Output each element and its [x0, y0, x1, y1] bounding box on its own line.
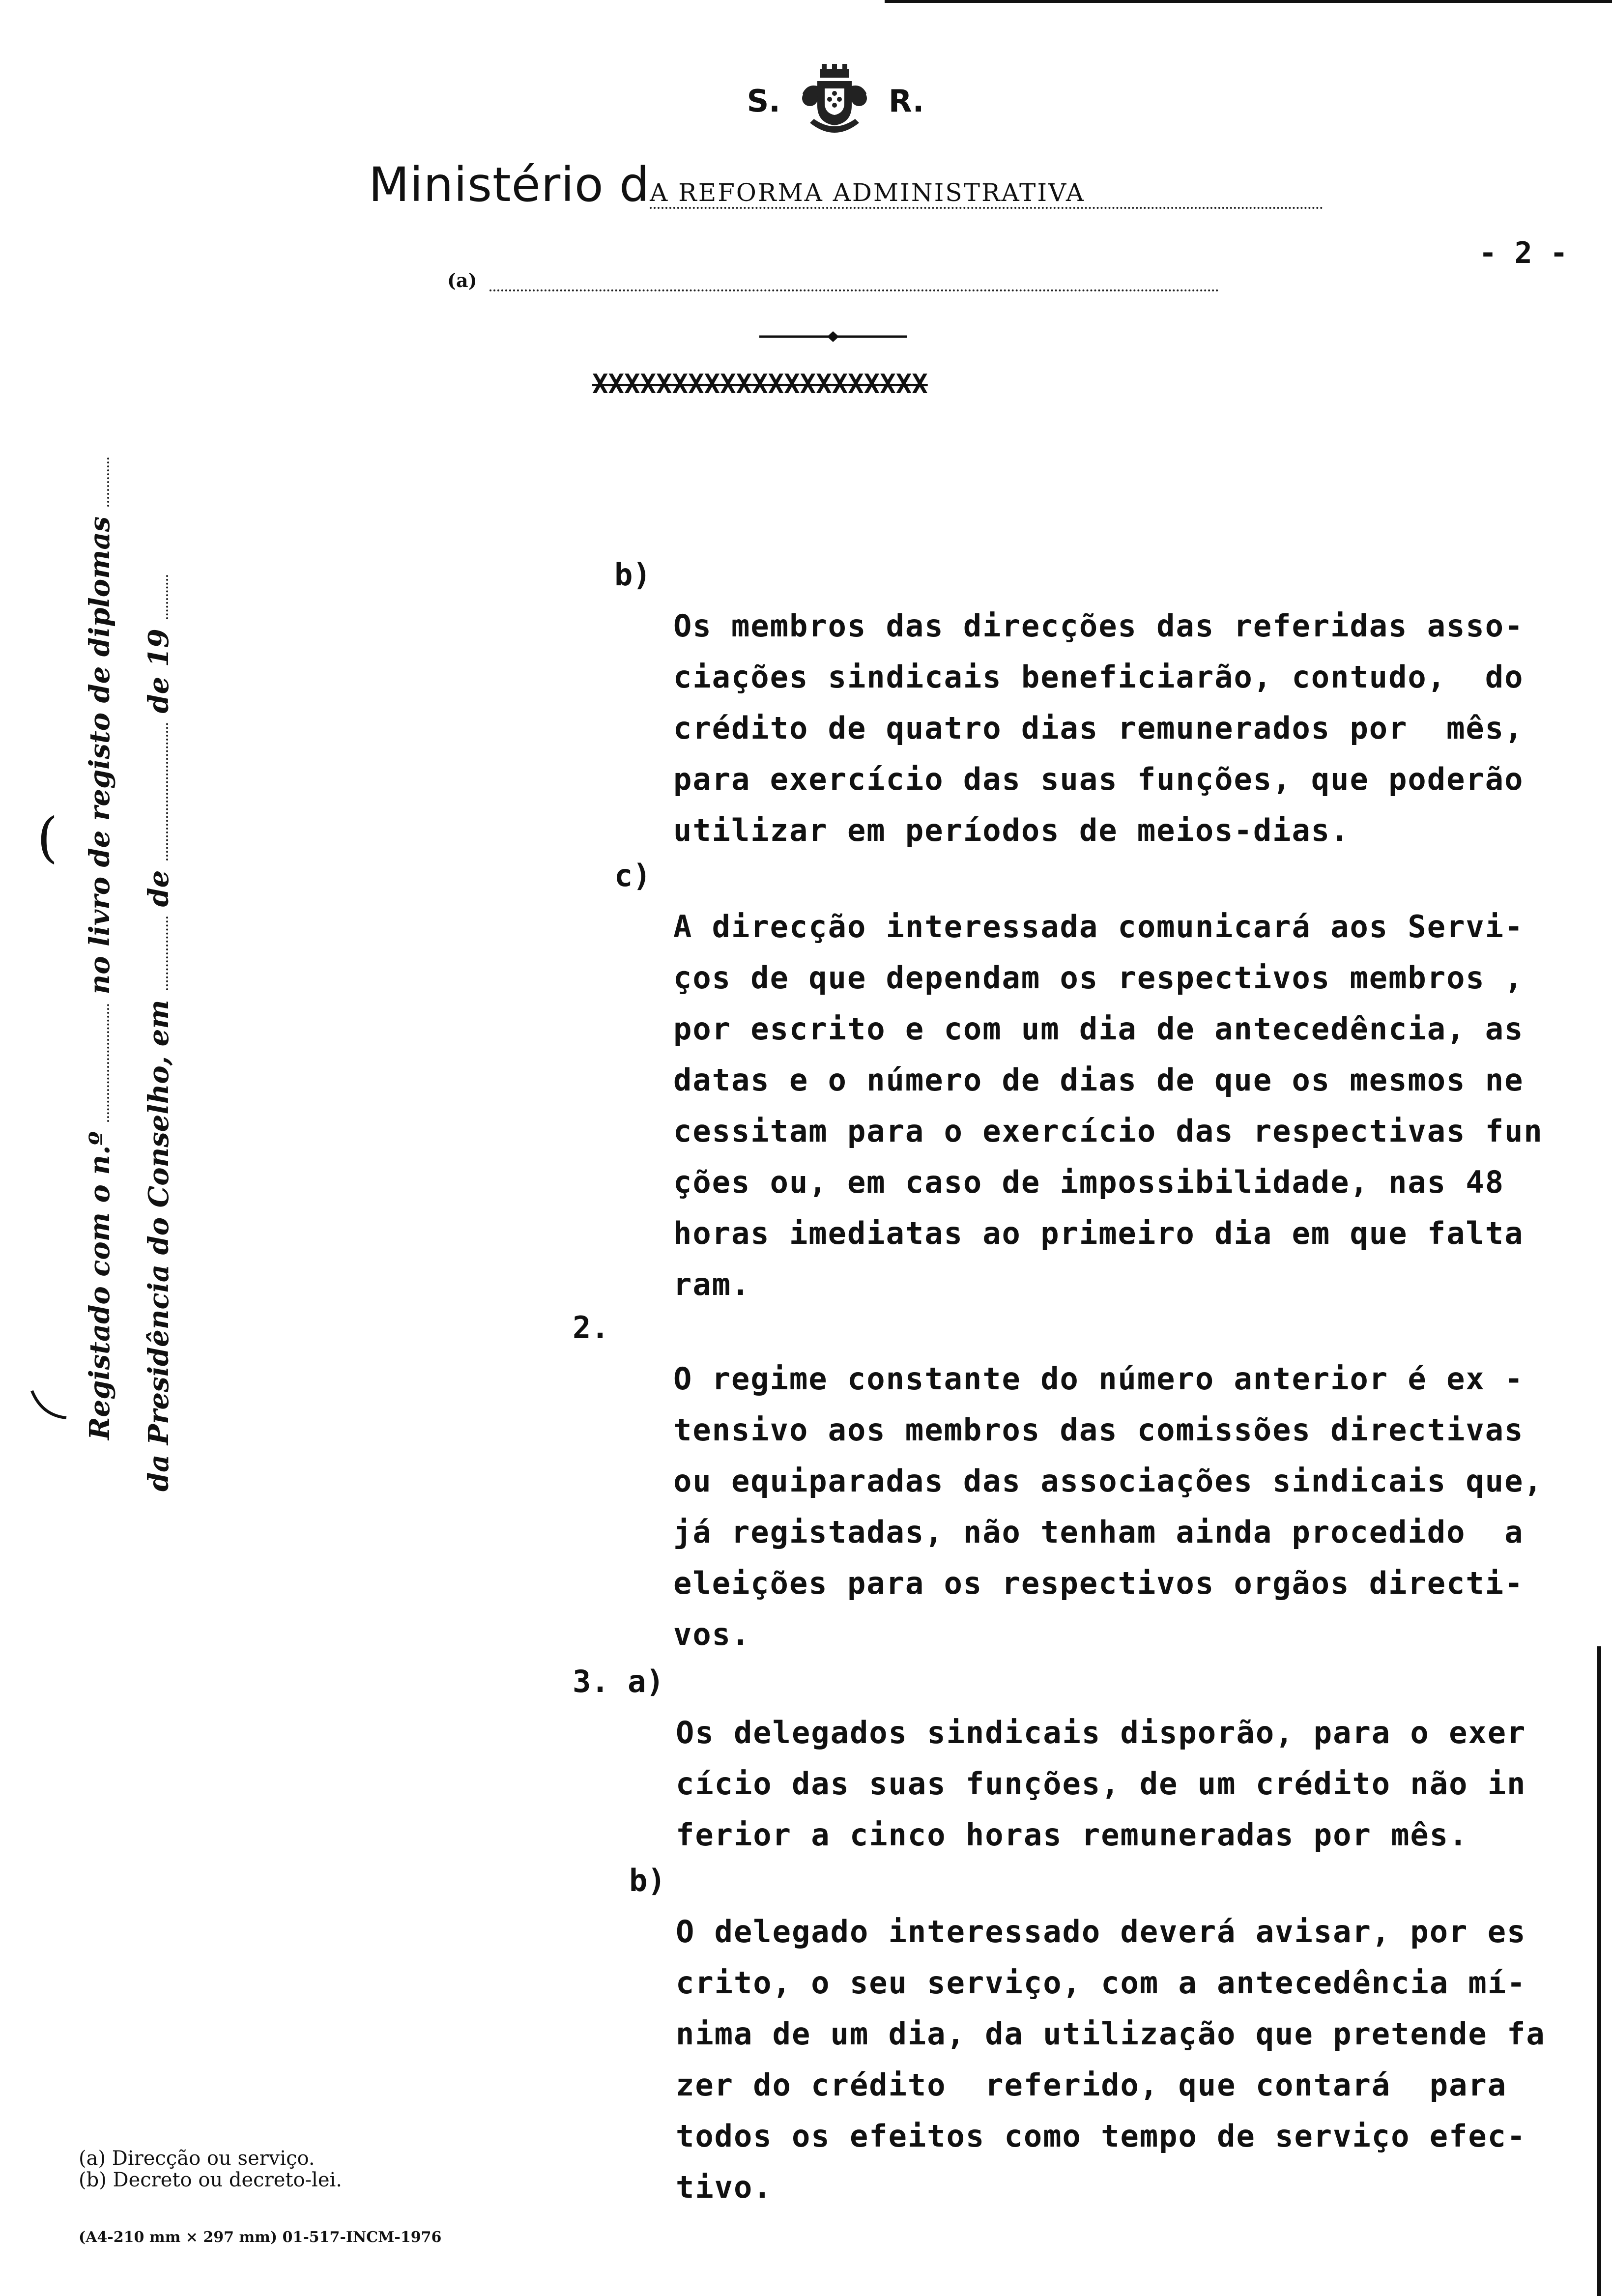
diamond-divider-icon [759, 329, 907, 344]
emblem-left-letter: S. [747, 83, 780, 119]
text-line: datas e o número de dias de que os mesmos ne [673, 1062, 1524, 1098]
item-3b-text [676, 1855, 1546, 2264]
right-page-edge [1597, 1646, 1601, 2296]
registration-book-label: no livro de registo de diplomas [84, 516, 116, 995]
text-line: já registadas, não tenham ainda procedido a [673, 1514, 1524, 1550]
footnote-a: (a) Direcção ou serviço. [79, 2147, 315, 2170]
text-line: para exercício das suas funções, que poderão [673, 761, 1524, 797]
form-code: (A4-210 mm × 297 mm) 01-517-INCM-1976 [79, 2229, 442, 2246]
text-line: todos os efeitos como tempo de serviço efec- [676, 2118, 1526, 2154]
top-border-line [885, 0, 1612, 3]
registration-year-label: de 19 [143, 629, 175, 714]
item-3a-label: 3. a) [573, 1664, 664, 1699]
text-line: O regime constante do número anterior é ex - [673, 1361, 1524, 1397]
decree-struck-text: XXXXXXXXXXXXXXXXXXXXX [592, 369, 928, 400]
item-1c-label: c) [614, 858, 651, 893]
text-line: por escrito e com um dia de antecedência, as [673, 1011, 1524, 1047]
text-line: utilizar em períodos de meios-dias. [673, 812, 1350, 848]
state-emblem-row [708, 54, 963, 147]
directorate-field-line [489, 275, 1219, 291]
ministry-prefix: Ministério d [369, 157, 650, 212]
text-line: ou equiparadas das associações sindicais que, [673, 1463, 1543, 1499]
text-line: eleições para os respectivos orgãos directi- [673, 1565, 1524, 1601]
item-2-label: 2. [573, 1310, 609, 1346]
registration-month-field [146, 723, 168, 861]
item-1b-label: b) [614, 557, 651, 593]
text-line: A direcção interessada comunicará aos Servi- [673, 909, 1524, 945]
text-line: cício das suas funções, de um crédito não in [676, 1766, 1526, 1802]
text-line: Os membros das direcções das referidas asso- [673, 608, 1524, 644]
emblem-right-letter: R. [888, 83, 924, 119]
item-3b-label: b) [629, 1863, 666, 1898]
text-line: ções ou, em caso de impossibilidade, nas 48 [673, 1164, 1505, 1200]
registration-line-2 [143, 575, 175, 1492]
text-line: nima de um dia, da utilização que pretende fa [676, 2016, 1546, 2052]
decree-number-line [592, 369, 928, 400]
text-line: crito, o seu serviço, com a antecedência mí- [676, 1965, 1526, 2001]
text-line: cessitam para o exercício das respectivas fun [673, 1113, 1543, 1149]
footnote-b: (b) Decreto ou decreto-lei. [79, 2169, 343, 2191]
text-line: vos. [673, 1616, 751, 1652]
registration-book-field [87, 458, 109, 507]
item-2-text [673, 1302, 1543, 1711]
coat-of-arms-icon [800, 64, 869, 138]
item-1c-text [673, 850, 1543, 1361]
registration-year-field [146, 575, 168, 619]
text-line: horas imediatas ao primeiro dia em que falta [673, 1215, 1524, 1251]
ministry-heading [369, 157, 1323, 212]
text-line: tivo. [676, 2169, 773, 2205]
text-line: tensivo aos membros das comissões directivas [673, 1412, 1524, 1448]
ministry-name-field [650, 178, 1323, 209]
bracket-bottom [29, 1386, 69, 1425]
text-line: ciações sindicais beneficiarão, contudo, do [673, 659, 1524, 695]
page-number: - 2 - [1479, 236, 1568, 270]
registration-label: Registado com o n.º [84, 1131, 116, 1440]
registration-line-1 [84, 458, 116, 1440]
ministry-name: A REFORMA ADMINISTRATIVA [650, 178, 1085, 207]
presidency-label: da Presidência do Conselho, em [143, 1000, 175, 1492]
footnotes [79, 2148, 342, 2191]
text-line: O delegado interessado deverá avisar, por es [676, 1914, 1526, 1950]
registration-number-field [87, 1004, 109, 1122]
text-line: Os delegados sindicais disporão, para o exer [676, 1715, 1526, 1751]
text-line: zer do crédito referido, que contará para [676, 2067, 1507, 2103]
directorate-field [447, 269, 1219, 291]
bracket-top: ( [37, 806, 58, 869]
text-line: crédito de quatro dias remunerados por mês, [673, 710, 1524, 746]
text-line: ferior a cinco horas remuneradas por mês. [676, 1817, 1468, 1853]
registration-de-label: de [143, 870, 175, 907]
text-line: ram. [673, 1266, 751, 1302]
directorate-field-label: (a) [447, 269, 477, 291]
text-line: ços de que dependam os respectivos membros , [673, 960, 1524, 996]
registration-day-field [146, 917, 168, 990]
